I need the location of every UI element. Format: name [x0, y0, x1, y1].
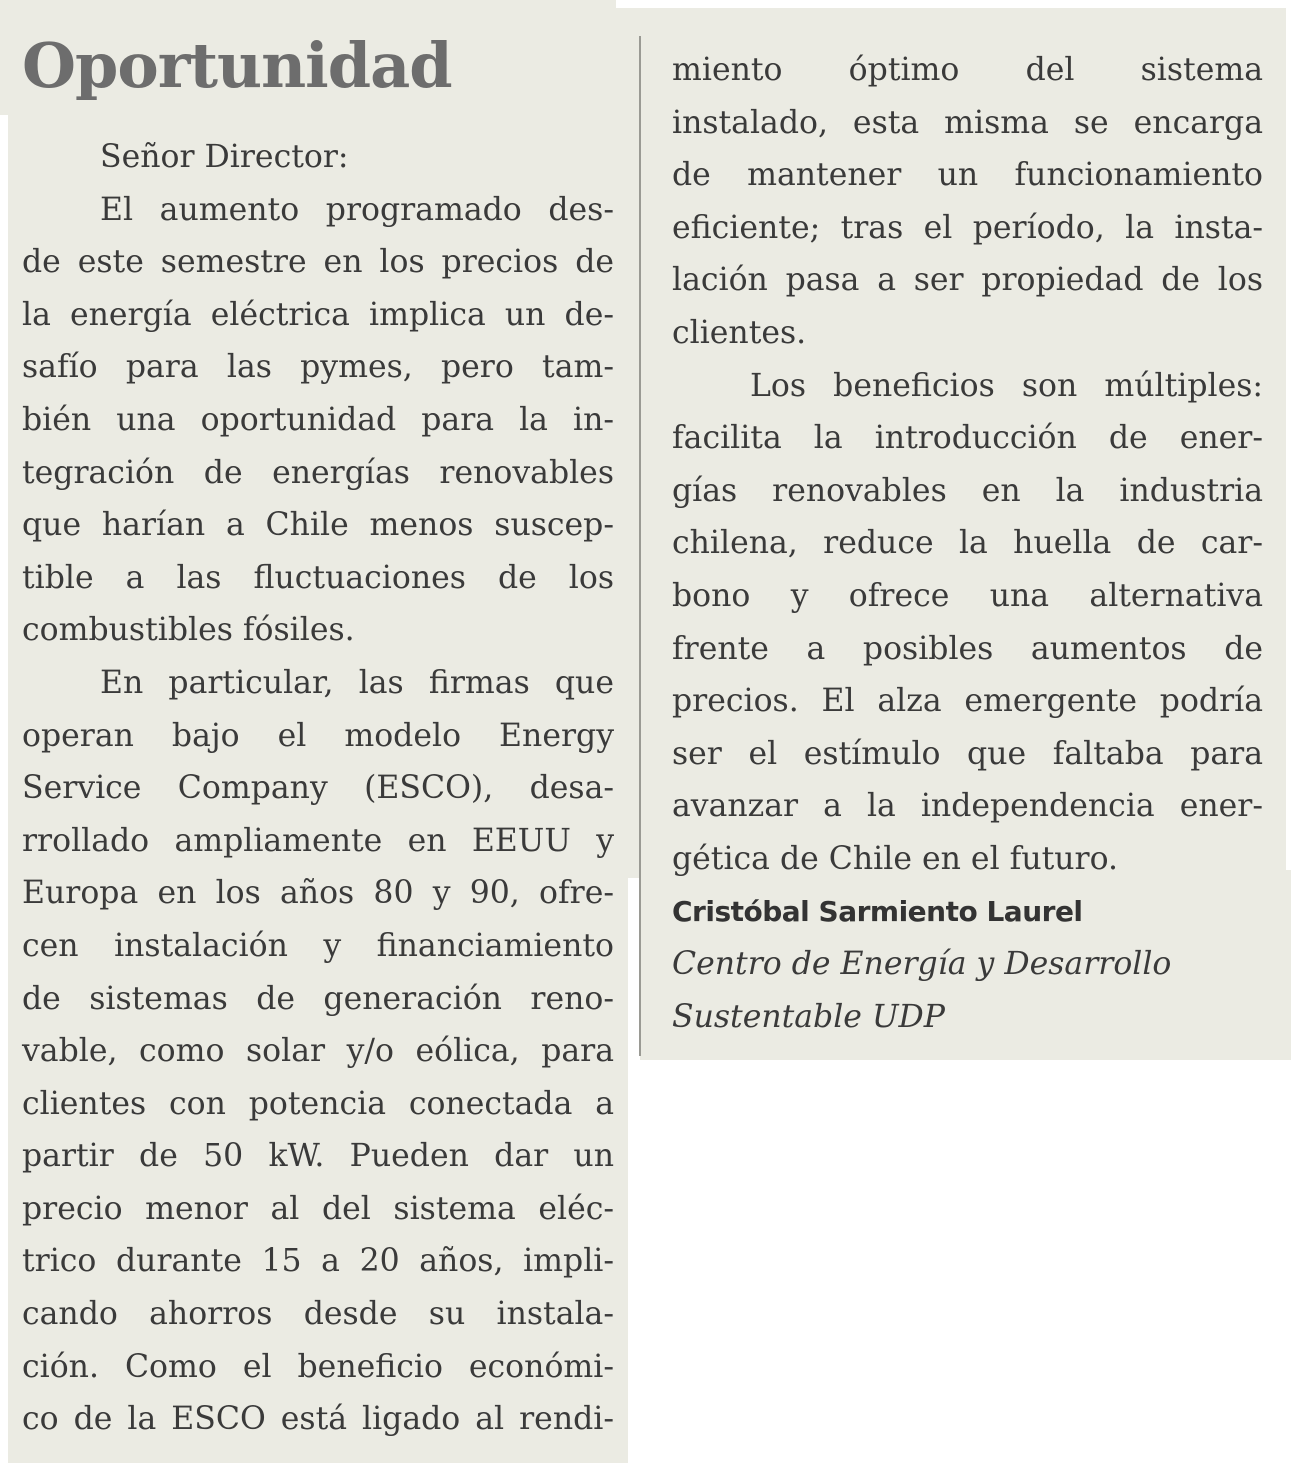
text-line: de este semestre en los precios de — [22, 244, 614, 281]
text-line: ción. Como el beneficio económi- — [22, 1348, 614, 1385]
text-line: co de la ESCO está ligado al rendi- — [22, 1401, 614, 1438]
text-line: bono y ofrece una alternativa — [672, 577, 1263, 614]
text-line: de sistemas de generación reno- — [22, 980, 614, 1017]
text-line: safío para las pymes, pero tam- — [22, 349, 614, 386]
left-column-body — [22, 184, 614, 1446]
column-divider — [639, 36, 641, 1056]
text-line: miento óptimo del sistema — [672, 52, 1263, 88]
text-line: precios. El alza emergente podría — [672, 683, 1263, 720]
text-line: vable, como solar y/o eólica, para — [22, 1033, 614, 1070]
article-title: Oportunidad — [22, 29, 452, 102]
author-name: Cristóbal Sarmiento Laurel — [672, 894, 1083, 928]
text-line: facilita la introducción de ener- — [672, 420, 1263, 457]
text-line: operan bajo el modelo Energy — [22, 717, 614, 754]
author-affiliation-line: Centro de Energía y Desarrollo — [672, 946, 1172, 983]
text-line: ser el estímulo que faltaba para — [672, 735, 1263, 772]
text-line: partir de 50 kW. Pueden dar un — [22, 1138, 614, 1175]
text-line: lación pasa a ser propiedad de los — [672, 262, 1263, 299]
text-line: bién una oportunidad para la in- — [22, 401, 614, 438]
author-affiliation-line: Sustentable UDP — [672, 998, 945, 1035]
text-line: clientes. — [672, 314, 807, 351]
text-line: trico durante 15 a 20 años, impli- — [22, 1243, 614, 1280]
text-line: cen instalación y financiamiento — [22, 927, 614, 964]
salutation: Señor Director: — [100, 139, 349, 175]
text-line: En particular, las firmas que — [100, 664, 614, 701]
text-line: Europa en los años 80 y 90, ofre- — [22, 875, 614, 912]
text-line: Los beneficios son múltiples: — [750, 367, 1263, 404]
right-column — [672, 44, 1263, 1043]
text-line: instalado, esta misma se encarga — [672, 104, 1263, 141]
text-line: clientes con potencia conectada a — [22, 1085, 614, 1122]
text-line: que harían a Chile menos suscep- — [22, 507, 614, 544]
text-line: rrollado ampliamente en EEUU y — [22, 822, 614, 859]
text-line: avanzar a la independencia ener- — [672, 788, 1263, 825]
text-line: eficiente; tras el período, la insta- — [672, 209, 1263, 246]
left-column — [22, 131, 614, 1446]
text-line: combustibles fósiles. — [22, 612, 355, 649]
text-line: El aumento programado des- — [100, 191, 614, 228]
text-line: gías renovables en la industria — [672, 472, 1263, 509]
text-line: la energía eléctrica implica un de- — [22, 296, 614, 333]
text-line: de mantener un funcionamiento — [672, 157, 1263, 194]
text-line: chilena, reduce la huella de car- — [672, 525, 1263, 562]
text-line: tegración de energías renovables — [22, 454, 614, 491]
right-column-body — [672, 44, 1263, 886]
text-line: gética de Chile en el futuro. — [672, 840, 1119, 877]
text-line: tible a las fluctuaciones de los — [22, 559, 614, 596]
text-line: cando ahorros desde su instala- — [22, 1296, 614, 1333]
text-line: frente a posibles aumentos de — [672, 630, 1263, 667]
text-line: Service Company (ESCO), desa- — [22, 770, 614, 807]
text-line: precio menor al del sistema eléc- — [22, 1190, 614, 1227]
